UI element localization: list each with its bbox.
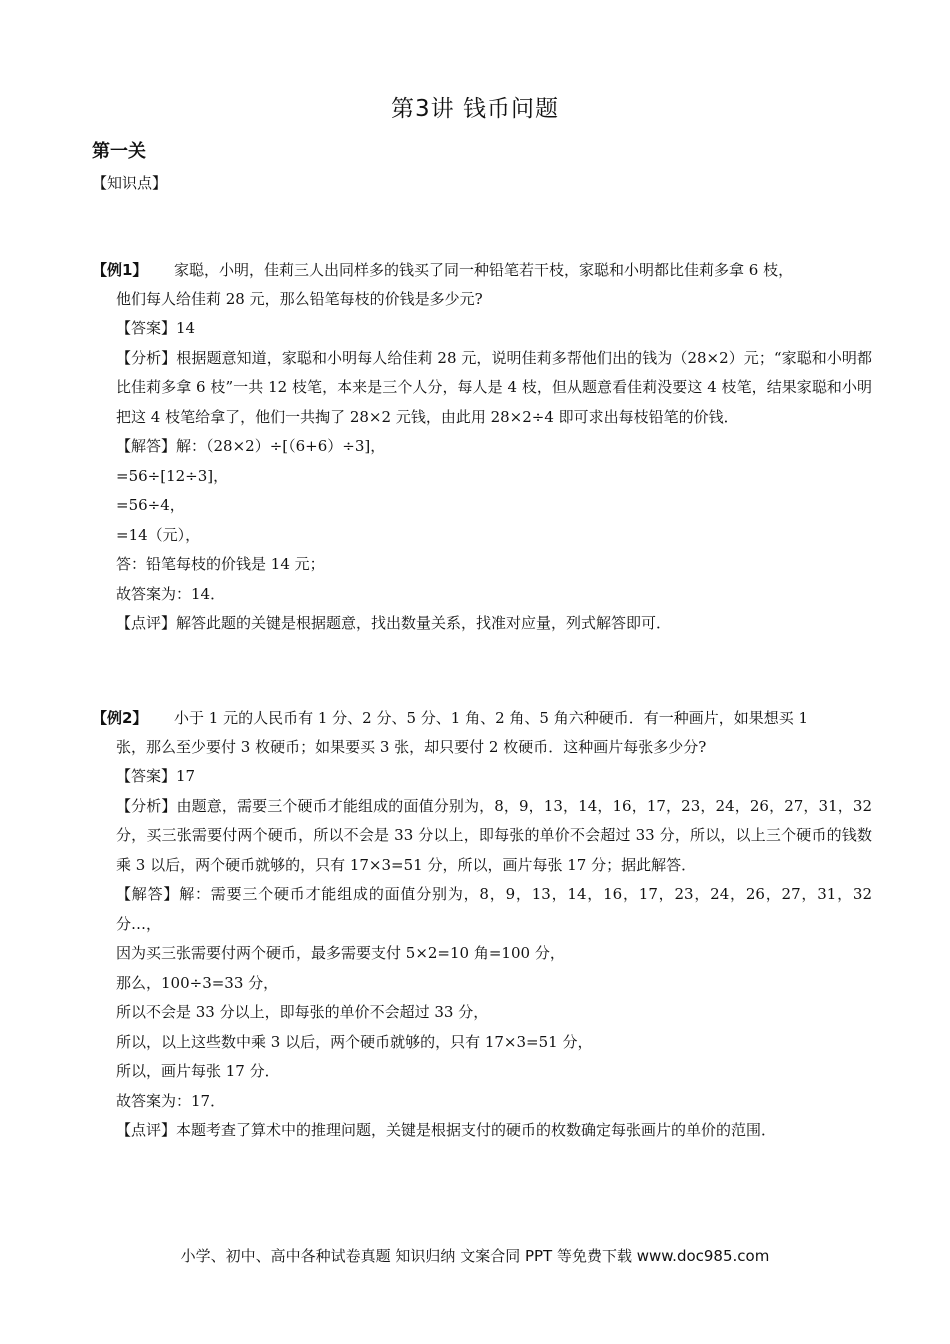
example-1-solution-line: 【解答】解：（28×2）÷[（6+6）÷3]， [116,437,386,455]
example-1-solution-line: 故答案为：14． [116,584,226,603]
example-2-solution-line: 那么，100÷3=33 分， [116,973,279,992]
example-1-question-line1: 家聪，小明，佳莉三人出同样多的钱买了同一种铅笔若干枝，家聪和小明都比佳莉多拿 6 枝， [174,261,794,279]
knowledge-point-label: 【知识点】 [92,174,168,192]
example-1-solution-line: 答：铅笔每枝的价钱是 14 元； [116,555,325,573]
example-2-answer: 【答案】17 [116,767,196,785]
example-1-comment: 【点评】解答此题的关键是根据题意，找出数量关系，找准对应量，列式解答即可． [116,614,672,632]
example-2-solution-line: 所以不会是 33 分以上，即每张的单价不会超过 33 分， [116,1003,489,1021]
example-2-solution-line: 所以，以上这些数中乘 3 以后，两个硬币就够的，只有 17×3=51 分， [116,1032,593,1051]
example-2-question-line2: 张，那么至少要付 3 枚硬币；如果要买 3 张，却只要付 2 枚硬币．这种画片每张多少分? [116,738,707,756]
example-2-analysis: 【分析】由题意，需要三个硬币才能组成的面值分别为，8，9，13，14，16，17，23，24，26，27，31，32 分，买三张需要付两个硬币，所以不会是 33 分以上，即每张的单价不会超过 33 分，所以，以上三个硬币的钱数乘 3 以后，两个硬币就够的，只有 17×3=51 分，所以，画片每张 17 分；据此解答． [116,796,872,874]
example-2-tag: 【例2】 [92,709,148,727]
page-title: 第3讲 钱币问题 [391,96,559,122]
example-1-solution-line: =56÷[12÷3]， [116,466,229,485]
example-1-analysis: 【分析】根据题意知道，家聪和小明每人给佳莉 28 元，说明佳莉多帮他们出的钱为（28×2）元；“家聪和小明都比佳莉多拿 6 枝”一共 12 枝笔，本来是三个人分，每人是 4 枝，但从题意看佳莉没要这 4 枝笔，结果家聪和小明把这 4 枝笔给拿了，他们一共掏了 28×2 元钱，由此用 28×2÷4 即可求出每枝铅笔的价钱． [116,348,872,426]
section-heading: 第一关 [92,141,146,162]
example-1-solution-line: =56÷4， [116,496,185,514]
example-2-solution-intro: 【解答】解：需要三个硬币才能组成的面值分别为，8，9，13，14，16，17，23，24，26，27，31，32 分…， [116,885,872,933]
example-2-solution-line: 因为买三张需要付两个硬币，最多需要支付 5×2=10 角=100 分， [116,944,565,962]
example-2 [92,704,872,1146]
example-1 [92,256,872,639]
example-1-solution-line: =14（元）， [116,525,201,544]
page-footer: 小学、初中、高中各种试卷真题 知识归纳 文案合同 PPT 等免费下载 www.doc985.com [180,1247,770,1265]
example-2-solution-line: 故答案为：17． [116,1091,226,1110]
example-2-question-line1: 小于 1 元的人民币有 1 分、2 分、5 分、1 角、2 角、5 角六种硬币．有一种画片，如果想买 1 [174,709,809,727]
example-1-answer: 【答案】14 [116,319,196,337]
example-2-comment: 【点评】本题考查了算术中的推理问题，关键是根据支付的硬币的枚数确定每张画片的单价的范围． [116,1121,777,1139]
example-2-solution-line: 所以，画片每张 17 分． [116,1062,280,1080]
example-1-question-line2: 他们每人给佳莉 28 元，那么铅笔每枝的价钱是多少元? [116,290,483,308]
example-1-tag: 【例1】 [92,261,148,279]
